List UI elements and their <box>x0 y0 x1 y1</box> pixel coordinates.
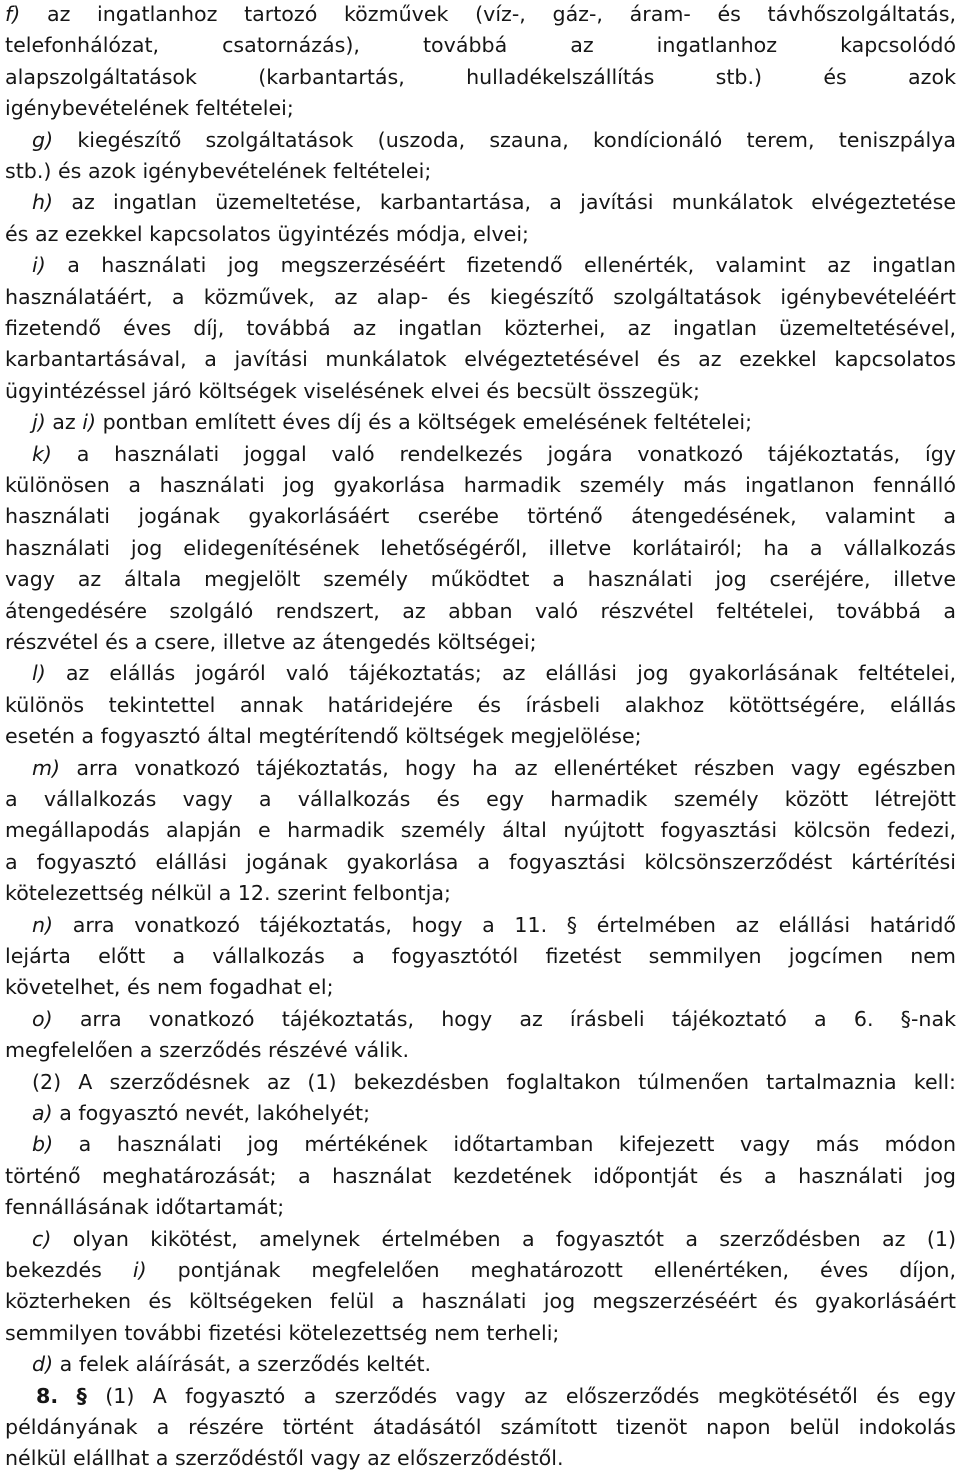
text-line <box>32 188 956 216</box>
text-segment: a fogyasztó nevét, lakóhelyét; <box>52 1101 371 1125</box>
text-line <box>5 785 956 813</box>
text-segment: a használati jog megszerzéséért fizetendő ellenérték, valamint az ingatlan <box>45 253 956 278</box>
text-segment: fizetendő éves díj, továbbá az ingatlan közterhei, az ingatlan üzemeltetésével, <box>5 316 956 340</box>
text-segment: a fogyasztó elállási jogának gyakorlása a fogyasztási kölcsönszerződést kártérítési <box>5 849 956 874</box>
text-segment: megállapodás alapján e harmadik személy által nyújtott fogyasztási kölcsön fedezi, <box>5 818 956 843</box>
text-segment: stb.) és azok igénybevételének feltételei; <box>5 159 432 183</box>
text-line <box>32 754 956 782</box>
text-line <box>5 377 956 405</box>
text-line <box>5 345 956 373</box>
text-segment: a használati joggal való rendelkezés jogára vonatkozó tájékoztatás, így <box>51 441 956 466</box>
text-line <box>5 1162 956 1190</box>
text-line <box>5 1036 956 1064</box>
text-line <box>5 220 956 248</box>
text-segment: példányának a részére történt átadásától számított tizenöt napon belül indokolás <box>5 1415 956 1439</box>
item-marker: o) <box>32 1006 53 1031</box>
text-segment: (2) A szerződésnek az (1) bekezdésben foglaltakon túlmenően tartalmaznia kell: <box>32 1069 956 1094</box>
text-segment: 8. <box>36 1383 59 1408</box>
text-line <box>5 31 956 59</box>
text-line <box>5 848 956 876</box>
text-segment: semmilyen további fizetési kötelezettség nem terheli; <box>5 1320 560 1345</box>
item-marker: j) <box>32 410 46 435</box>
text-segment: pontjának megfelelően meghatározott ellenértéken, éves díjon, <box>146 1258 956 1282</box>
text-line <box>5 0 956 28</box>
text-line <box>32 1068 956 1096</box>
text-line <box>5 565 956 593</box>
text-line <box>5 1444 956 1472</box>
text-line <box>5 1193 956 1221</box>
text-line <box>5 157 956 185</box>
text-line <box>5 1413 956 1441</box>
text-segment: átengedésére szolgáló rendszert, az abban való részvétel feltételei, továbbá a <box>5 598 956 623</box>
item-marker: f) <box>5 2 21 26</box>
text-segment: kötelezettség nélkül a 12. szerint felbontja; <box>5 881 451 906</box>
text-segment: ügyintézéssel járó költségek viselésének elvei és becsült összegük; <box>5 378 700 403</box>
text-segment: részvétel és a csere, illetve az átengedés költségei; <box>5 630 537 654</box>
text-line <box>32 1099 956 1127</box>
text-line <box>5 691 956 719</box>
item-marker: g) <box>32 127 54 152</box>
text-line <box>32 659 956 687</box>
item-marker: d) <box>32 1352 54 1377</box>
text-segment: olyan kikötést, amelynek értelmében a fogyasztót a szerződésben az (1) <box>51 1226 956 1251</box>
text-segment: lejárta előtt a vállalkozás a fogyasztótól fizetést semmilyen jogcímen nem <box>5 944 956 968</box>
text-segment: pontban említett éves díj és a költségek emelésének feltételei; <box>96 410 753 435</box>
text-line <box>5 471 956 499</box>
text-segment: és az ezekkel kapcsolatos ügyintézés módja, elvei; <box>5 221 529 246</box>
item-marker: c) <box>32 1226 52 1251</box>
text-line <box>5 1287 956 1315</box>
text-segment: (1) A fogyasztó a szerződés vagy az előszerződés megkötésétől és egy <box>86 1383 956 1408</box>
text-line <box>5 534 956 562</box>
text-segment: arra vonatkozó tájékoztatás, hogy ha az ellenértéket részben vagy egészben <box>60 755 956 780</box>
text-line <box>5 94 956 122</box>
text-line <box>5 1256 956 1284</box>
text-segment: különös tekintettel annak határidejére és írásbeli alakhoz kötöttségére, elállás <box>5 692 956 717</box>
text-line <box>5 973 956 1001</box>
text-segment: megfelelően a szerződés részévé válik. <box>5 1038 409 1063</box>
text-line <box>32 251 956 279</box>
item-marker: m) <box>32 755 61 780</box>
text-line <box>32 1005 956 1033</box>
item-marker: l) <box>32 661 46 686</box>
text-segment <box>58 1384 76 1408</box>
text-segment: alapszolgáltatások (karbantartás, hulladékelszállítás stb.) és azok <box>5 64 956 89</box>
text-line <box>5 283 956 311</box>
text-line <box>5 879 956 907</box>
text-line <box>32 911 956 939</box>
text-line <box>32 1350 956 1378</box>
text-line <box>32 1130 956 1158</box>
text-line <box>5 597 956 625</box>
text-segment: a vállalkozás vagy a vállalkozás és egy harmadik személy között létrejött <box>5 787 956 811</box>
text-segment: igénybevételének feltételei; <box>5 96 294 121</box>
text-segment: az <box>45 410 83 435</box>
text-segment: használatáért, a közművek, az alap- és kiegészítő szolgáltatások igénybevételéért <box>5 284 956 309</box>
text-segment: kiegészítő szolgáltatások (uszoda, szauna, kondícionáló terem, teniszpálya <box>53 127 956 152</box>
text-segment: az ingatlanhoz tartozó közművek (víz-, gáz-, áram- és távhőszolgáltatás, <box>20 2 956 26</box>
text-line <box>5 63 956 91</box>
text-line <box>5 502 956 530</box>
text-segment: a felek aláírását, a szerződés keltét. <box>53 1352 432 1377</box>
text-segment: bekezdés <box>5 1258 133 1282</box>
text-line <box>32 126 956 154</box>
text-line <box>32 408 956 436</box>
text-segment: használati jogának gyakorlásáért cserébe történő átengedésének, valamint a <box>5 504 956 529</box>
text-line <box>5 816 956 844</box>
text-segment: a használati jog mértékének időtartamban kifejezett vagy más módon <box>53 1132 956 1157</box>
item-marker: b) <box>32 1132 54 1157</box>
text-line <box>5 1319 956 1347</box>
text-segment: történő meghatározását; a használat kezdetének időpontját és a használati jog <box>5 1163 956 1188</box>
text-segment: követelhet, és nem fogadhat el; <box>5 975 334 1000</box>
item-marker: i) <box>132 1258 147 1282</box>
text-segment: használati jog elidegenítésének lehetőségéről, illetve korlátairól; ha a vállalkozás <box>5 535 956 560</box>
text-segment: nélkül elállhat a szerződéstől vagy az előszerződéstől. <box>5 1446 564 1471</box>
text-segment: az elállás jogáról való tájékoztatás; az elállási jog gyakorlásának feltételei, <box>45 661 956 686</box>
item-marker: a) <box>32 1101 53 1125</box>
text-segment: az ingatlan üzemeltetése, karbantartása, a javítási munkálatok elvégeztetése <box>53 190 956 215</box>
text-line <box>5 722 956 750</box>
text-segment: telefonhálózat, csatornázás), továbbá az ingatlanhoz kapcsolódó <box>5 33 956 58</box>
text-segment: esetén a fogyasztó által megtérítendő költségek megjelölése; <box>5 724 642 749</box>
text-line <box>36 1382 956 1410</box>
text-line <box>32 1225 956 1253</box>
text-segment: § <box>76 1383 87 1408</box>
text-line <box>5 628 956 656</box>
text-segment: arra vonatkozó tájékoztatás, hogy a 11. § értelmében az elállási határidő <box>53 912 956 937</box>
text-segment: karbantartásával, a javítási munkálatok elvégeztetésével és az ezekkel kapcsolatos <box>5 347 956 372</box>
text-line <box>5 314 956 342</box>
item-marker: n) <box>32 912 54 937</box>
text-segment: arra vonatkozó tájékoztatás, hogy az írásbeli tájékoztató a 6. §-nak <box>52 1006 956 1031</box>
text-segment: közterheken és költségeken felül a használati jog megszerzéséért és gyakorlásáért <box>5 1289 956 1314</box>
text-line <box>5 942 956 970</box>
item-marker: k) <box>32 441 52 466</box>
text-segment: fennállásának időtartamát; <box>5 1195 285 1220</box>
text-line <box>32 440 956 468</box>
item-marker: i) <box>82 410 97 435</box>
item-marker: i) <box>32 253 46 278</box>
item-marker: h) <box>32 190 54 215</box>
text-segment: különösen a használati jog gyakorlása harmadik személy más ingatlanon fennálló <box>5 473 956 497</box>
text-segment: vagy az általa megjelölt személy működtet a használati jog cseréjére, illetve <box>5 567 956 592</box>
